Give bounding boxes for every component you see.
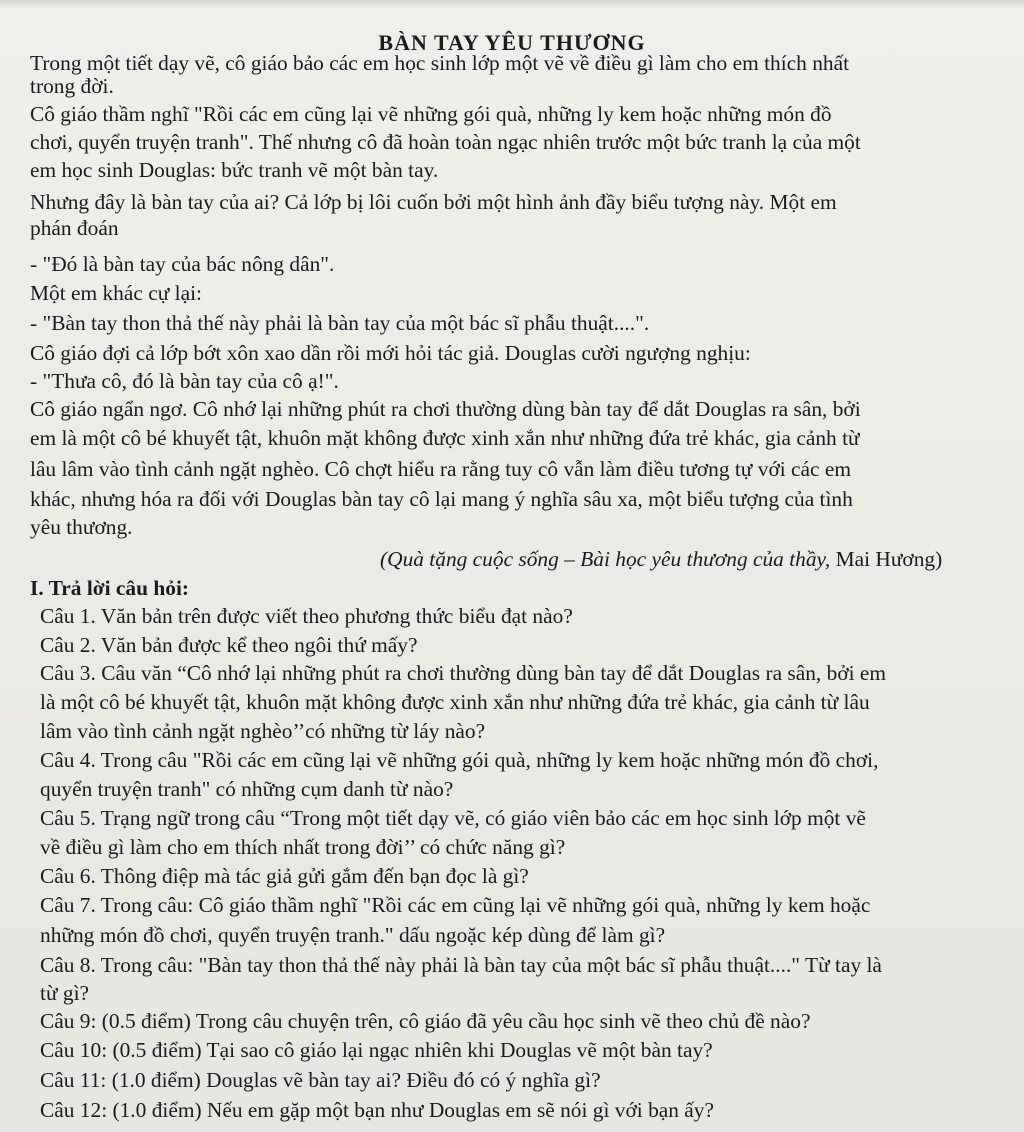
question-line: quyển truyện tranh" có những cụm danh từ nào? — [40, 777, 454, 801]
passage-line: em là một cô bé khuyết tật, khuôn mặt không được xinh xắn như những đứa trẻ khác, gia cảnh từ — [30, 426, 860, 450]
question-line: Câu 9: (0.5 điểm) Trong câu chuyện trên, cô giáo đã yêu cầu học sinh vẽ theo chủ đề nào? — [40, 1009, 811, 1033]
question-line: Câu 8. Trong câu: "Bàn tay thon thả thế này phải là bàn tay của một bác sĩ phẫu thuật...." Từ tay là — [40, 953, 882, 977]
question-line: từ gì? — [40, 981, 90, 1005]
question-line: Câu 1. Văn bản trên được viết theo phương thức biểu đạt nào? — [40, 604, 573, 628]
passage-line: Trong một tiết dạy vẽ, cô giáo bảo các em học sinh lớp một vẽ về điều gì làm cho em thích nhất — [30, 51, 850, 75]
section-heading: I. Trả lời câu hỏi: — [30, 576, 190, 600]
passage-line: chơi, quyển truyện tranh". Thế nhưng cô đã hoàn toàn ngạc nhiên trước một bức tranh lạ của một — [30, 130, 861, 154]
question-line: Câu 11: (1.0 điểm) Douglas vẽ bàn tay ai? Điều đó có ý nghĩa gì? — [40, 1068, 601, 1092]
source-author: Mai Hương) — [830, 547, 943, 571]
question-line: Câu 2. Văn bản được kể theo ngôi thứ mấy? — [40, 633, 418, 657]
question-line: là một cô bé khuyết tật, khuôn mặt không được xinh xắn như những đứa trẻ khác, gia cảnh từ lâu — [40, 690, 870, 714]
passage-line: phán đoán — [30, 216, 119, 240]
question-line: Câu 10: (0.5 điểm) Tại sao cô giáo lại ngạc nhiên khi Douglas vẽ một bàn tay? — [40, 1038, 713, 1062]
question-line: Câu 4. Trong câu "Rồi các em cũng lại vẽ những gói quà, những ly kem hoặc những món đồ chơi, — [40, 748, 879, 772]
passage-line: Cô giáo ngẩn ngơ. Cô nhớ lại những phút ra chơi thường dùng bàn tay để dắt Douglas ra sân, bởi — [30, 397, 861, 421]
passage-line: - "Đó là bàn tay của bác nông dân". — [30, 252, 335, 276]
passage-line: lâu lâm vào tình cảnh ngặt nghèo. Cô chợt hiểu ra rằng tuy cô vẫn làm điều tương tự với các em — [30, 457, 852, 481]
passage-line: Nhưng đây là bàn tay của ai? Cả lớp bị lôi cuốn bởi một hình ảnh đầy biểu tượng này. Một em — [30, 190, 837, 214]
passage-line: - "Thưa cô, đó là bàn tay của cô ạ!". — [30, 369, 339, 393]
question-line: những món đồ chơi, quyển truyện tranh." dấu ngoặc kép dùng để làm gì? — [40, 923, 666, 947]
passage-line: trong đời. — [30, 74, 114, 98]
document-title: BÀN TAY YÊU THƯƠNG — [378, 30, 646, 55]
source-citation — [380, 546, 942, 572]
passage-line: khác, nhưng hóa ra đối với Douglas bàn tay cô lại mang ý nghĩa sâu xa, một biểu tượng của tình — [30, 487, 853, 511]
page-top-shadow — [0, 0, 1024, 8]
question-line: Câu 5. Trạng ngữ trong câu “Trong một tiết dạy vẽ, có giáo viên bảo các em học sinh lớp một vẽ — [40, 806, 866, 830]
passage-line: yêu thương. — [30, 515, 133, 539]
question-line: Câu 6. Thông điệp mà tác giả gửi gắm đến bạn đọc là gì? — [40, 864, 529, 888]
source-title: (Quà tặng cuộc sống – Bài học yêu thương của thầy, — [380, 547, 831, 571]
passage-line: Cô giáo thầm nghĩ "Rồi các em cũng lại vẽ những gói quà, những ly kem hoặc những món đồ — [30, 102, 832, 126]
passage-line: em học sinh Douglas: bức tranh vẽ một bàn tay. — [30, 158, 439, 182]
passage-line: Cô giáo đợi cả lớp bớt xôn xao dần rồi mới hỏi tác giả. Douglas cười ngượng nghịu: — [30, 341, 751, 365]
question-line: lâm vào tình cảnh ngặt nghèo’’có những từ láy nào? — [40, 719, 486, 743]
question-line: Câu 12: (1.0 điểm) Nếu em gặp một bạn như Douglas em sẽ nói gì với bạn ấy? — [40, 1098, 714, 1122]
question-line: về điều gì làm cho em thích nhất trong đời’’ có chức năng gì? — [40, 835, 566, 859]
passage-line: Một em khác cự lại: — [30, 281, 202, 305]
passage-line: - "Bàn tay thon thả thế này phải là bàn tay của một bác sĩ phẫu thuật....". — [30, 311, 650, 335]
question-line: Câu 7. Trong câu: Cô giáo thầm nghĩ "Rồi các em cũng lại vẽ những gói quà, những ly kem hoặc — [40, 893, 871, 917]
question-line: Câu 3. Câu văn “Cô nhớ lại những phút ra chơi thường dùng bàn tay để dắt Douglas ra sân, bởi em — [40, 661, 887, 685]
